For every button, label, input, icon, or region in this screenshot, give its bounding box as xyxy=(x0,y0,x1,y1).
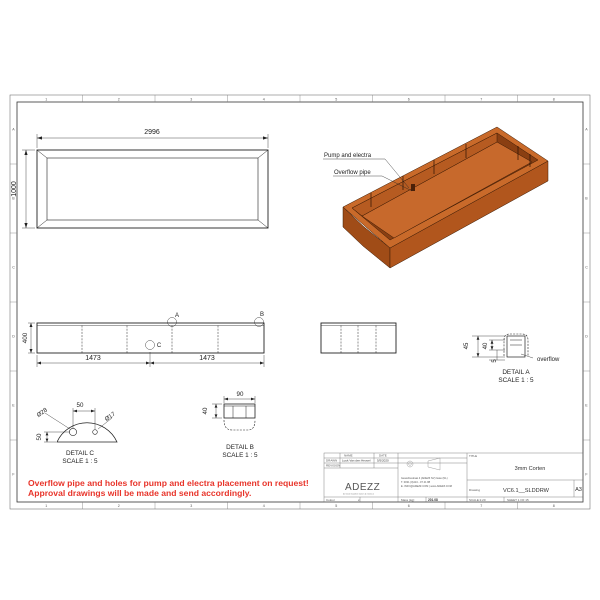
detail-b-scale: SCALE 1 : 5 xyxy=(222,452,258,459)
row-label: D xyxy=(585,334,588,339)
detail-b-marker: B xyxy=(259,312,265,318)
column-label: 8 xyxy=(552,504,555,508)
row-label: D xyxy=(12,334,15,339)
title-block-title-value: 3mm Corten xyxy=(514,466,546,472)
adezz-tagline: de beste kwaliteit tuinen & interieur xyxy=(343,493,375,496)
title-block-colour-label: Colour xyxy=(326,497,335,502)
top-view-depth-label: 1000 xyxy=(11,181,18,197)
column-label: 2 xyxy=(117,504,120,508)
detail-a-overflow-label: overflow xyxy=(537,357,560,363)
row-label: F xyxy=(12,472,15,477)
adezz-logo: ADEZZ xyxy=(345,482,381,493)
column-label: 5 xyxy=(335,97,338,102)
title-block-address-line-3: E. INFO@ADEZZ.COM | www.ADEZZ.COM xyxy=(401,485,452,488)
detail-c-scale: SCALE 1 : 5 xyxy=(62,458,98,465)
row-label: E xyxy=(12,403,15,408)
detail-a-dim-40: 40 xyxy=(483,342,489,350)
detail-a-dim-45: 45 xyxy=(464,342,470,350)
title-block-colour-value: x xyxy=(358,497,360,502)
title-block-revision-label: REVISION xyxy=(326,463,341,468)
column-label: 2 xyxy=(117,97,120,102)
detail-b-dim-90: 90 xyxy=(236,391,244,398)
pump-electra-label: Pump and electra xyxy=(324,153,372,159)
note-overflow-on-request: Overflow pipe and holes for pump and electra placement on request! xyxy=(28,478,309,488)
row-label: A xyxy=(585,127,588,132)
row-label: F xyxy=(585,472,588,477)
title-block-mass-label: Mass (kg): xyxy=(401,497,416,502)
column-label: 1 xyxy=(45,504,48,508)
row-label: B xyxy=(585,196,588,201)
row-label: A xyxy=(12,127,15,132)
note-approval-drawings: Approval drawings will be made and send accordingly. xyxy=(28,488,252,498)
title-block-address-line-2: T. 0031 (0)413 - 07 41 88 xyxy=(401,481,431,484)
detail-a-title: DETAIL A xyxy=(502,369,530,376)
column-label: 8 xyxy=(552,97,555,102)
detail-c-dim-d28: Ø28 xyxy=(36,407,49,419)
column-label: 3 xyxy=(190,97,193,102)
detail-b-title: DETAIL B xyxy=(226,444,254,451)
title-block-drawn-label: DRAWN xyxy=(326,458,338,463)
front-view-height-label: 400 xyxy=(22,332,29,344)
detail-c-dim-d17: Ø17 xyxy=(104,411,117,423)
title-block-drawing-label: Drawing xyxy=(469,488,481,492)
column-label: 1 xyxy=(45,97,48,102)
detail-c-dim-50-top: 50 xyxy=(76,402,84,409)
column-label: 5 xyxy=(335,504,338,508)
detail-c-title: DETAIL C xyxy=(65,450,95,457)
detail-c-marker: C xyxy=(156,343,162,349)
column-label: 4 xyxy=(262,97,265,102)
title-block-drawing-value: VC6.1__SLDDRW xyxy=(503,488,549,494)
title-block-drawn-date: 5/5/2020 xyxy=(377,458,389,463)
row-label: C xyxy=(12,265,15,270)
column-label: 7 xyxy=(480,97,483,102)
title-block-address-line-1: Gewerbestraat 4 (ADEZZ NV) Gate (NL) xyxy=(401,477,448,480)
detail-a-scale: SCALE 1 : 5 xyxy=(498,377,534,384)
detail-a-marker: A xyxy=(174,313,180,319)
front-view-right-length-label: 1473 xyxy=(199,355,215,362)
title-block-drawn-name: Luuk Van den Heuvel xyxy=(342,458,371,463)
column-label: 4 xyxy=(262,504,265,508)
iso-hole xyxy=(411,184,415,191)
title-block-date-header: DATE xyxy=(379,453,387,458)
detail-a-dim-5: 5 xyxy=(492,359,498,363)
row-label: B xyxy=(12,196,15,201)
column-label: 6 xyxy=(407,504,410,508)
front-view-left-length-label: 1473 xyxy=(85,355,101,362)
detail-c-dim-50-side: 50 xyxy=(36,433,43,441)
detail-b-dim-40: 40 xyxy=(202,407,209,415)
row-label: C xyxy=(585,265,588,270)
row-label: E xyxy=(585,403,588,408)
column-label: 3 xyxy=(190,504,193,508)
title-block-mass-value: 201.08 xyxy=(428,497,438,502)
title-block-name-header: NAME xyxy=(344,453,353,458)
top-view-width-label: 2996 xyxy=(144,129,160,136)
title-block-title-label: TITLE xyxy=(469,454,478,458)
column-label: 7 xyxy=(480,504,483,508)
overflow-pipe-label: Overflow pipe xyxy=(334,170,371,176)
title-block-scale: SCALE:1:20 xyxy=(469,497,486,502)
title-block-size: A3 xyxy=(575,487,582,493)
title-block-sheet: SHEET 1 OF 15 xyxy=(507,497,529,502)
column-label: 6 xyxy=(407,97,410,102)
